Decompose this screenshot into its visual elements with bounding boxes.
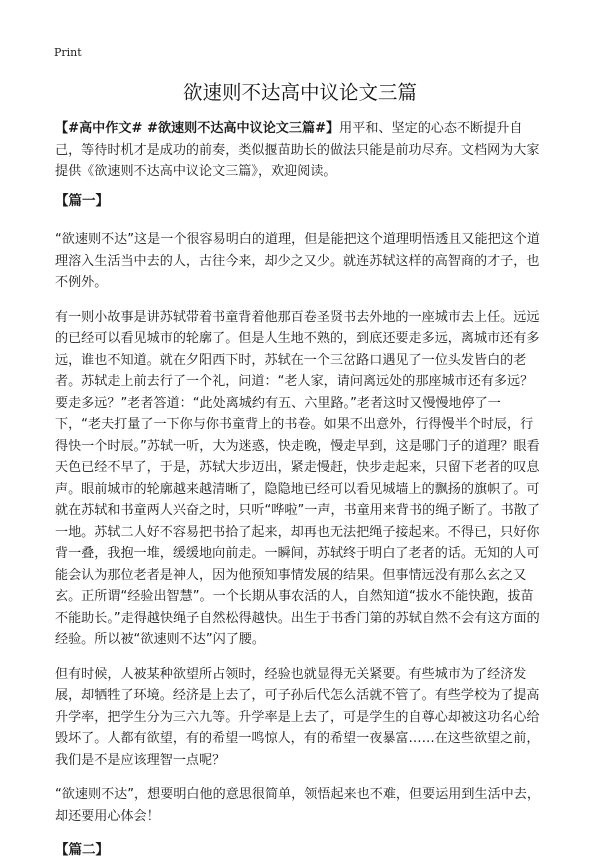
article-body	[55, 118, 545, 862]
print-link[interactable]: Print	[54, 46, 82, 59]
section-1-paragraph-2: 有一则小故事是讲苏轼带着书童背着他那百卷圣贤书去外地的一座城市去上任。远远的已经可以看见城市的轮廓了。但是人生地不熟的，到底还要走多远，离城市还有多远，谁也不知道。就在夕阳西下时，苏轼在一个三岔路口遇见了一位头发皆白的老者。苏轼走上前去行了一个礼，问道：“老人家，请问离远处的那座城市还有多远？要走多远？”老者答道：“此处离城约有五、六里路。”老者这时又慢慢地停了一下，“老夫打量了一下你与你书童背上的书卷。如果不出意外，行得慢半个时辰，行得快一个时辰。”苏轼一听，大为迷惑，快走晚，慢走早到，这是哪门子的道理？眼看天色已经不早了，于是，苏轼大步迈出，紧走慢赶，快步走起来，只留下老者的叹息声。眼前城市的轮廓越来越清晰了，隐隐地已经可以看见城墙上的飘扬的旗帜了。可就在苏轼和书童两人兴奋之时，只听“哗啦”一声，书童用来背书的绳子断了。书散了一地。苏轼二人好不容易把书拾了起来，却再也无法把绳子接起来。不得已，只好你背一叠，我抱一堆，缓缓地向前走。一瞬间，苏轼终于明白了老者的话。无知的人可能会认为那位老者是神人，因为他预知事情发展的结果。但事情远没有那么玄之又玄。正所谓“经验出智慧”。一个长期从事农活的人，自然知道“拔水不能快跑，拔苗不能助长。”走得越快绳子自然松得越快。出生于书香门第的苏轼自然不会有这方面的经验。所以被“欲速则不达”闪了腰。	[55, 309, 540, 647]
intro-tag: 【#高中作文# #欲速则不达高中议论文三篇#】	[55, 121, 340, 136]
intro-paragraph	[55, 118, 545, 183]
section-1-paragraph-1: “欲速则不达”这是一个很容易明白的道理，但是能把这个道理明悟透且又能把这个道理溶入生活当中去的人，古往今来，却少之又少。就连苏轼这样的高智商的才子，也不例外。	[55, 232, 540, 290]
intro-text: 用平和、坚定的心态不断提升自己，等待时机才是成功的前奏，类似揠苗助长的做法只能是前功尽弃。文档网为大家提供《欲速则不达高中议论文三篇》，欢迎阅读。	[55, 121, 540, 179]
section-heading-1: 【篇一】	[55, 192, 109, 209]
section-heading-2: 【篇二】	[55, 842, 109, 858]
page-title: 欲速则不达高中议论文三篇	[182, 81, 417, 104]
section-1-paragraph-3: 但有时候，人被某种欲望所占领时，经验也就显得无关紧要。有些城市为了经济发展，却牺牲了环境。经济是上去了，可子孙后代怎么活就不管了。有些学校为了提高升学率，把学生分为三六九等。升学率是上去了，可是学生的自尊心却被这功名心给毁坏了。人都有欲望，有的希望一鸣惊人，有的希望一夜暴富……在这些欲望之前，我们是不是应该理智一点呢？	[55, 666, 540, 768]
section-1-paragraph-4: “欲速则不达”，想要明白他的意思很简单，领悟起来也不难，但要运用到生活中去，却还要用心体会！	[55, 787, 540, 824]
